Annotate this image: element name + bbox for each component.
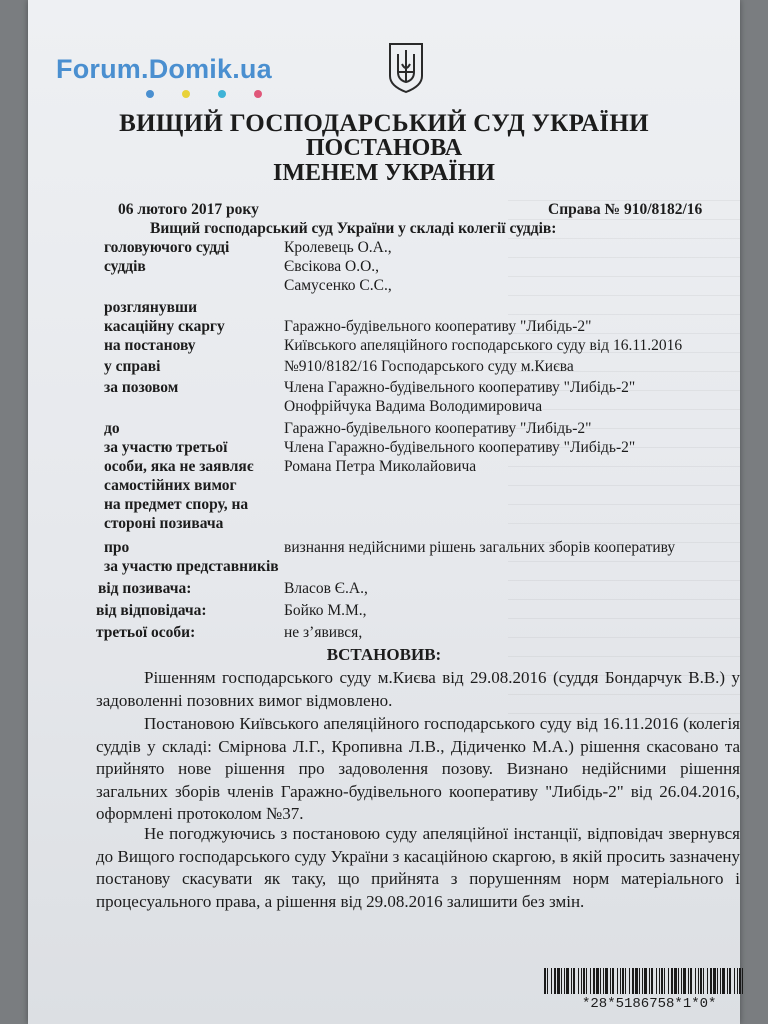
reverse-side-bleed-through — [508, 200, 740, 720]
field-label: розглянувши касаційну скаргу — [104, 299, 225, 335]
barcode-bar — [737, 968, 738, 994]
field-label: на постанову — [104, 337, 196, 354]
barcode-bar — [700, 968, 702, 994]
barcode-bar — [639, 968, 640, 994]
field-label: за позовом — [104, 379, 179, 396]
field-label: від відповідача: — [96, 602, 207, 619]
barcode-bar — [678, 968, 679, 994]
field-label: від позивача: — [98, 580, 192, 597]
barcode-bar — [557, 968, 560, 994]
watermark-dots — [146, 90, 262, 98]
field-value: Власов Є.А., — [284, 580, 368, 597]
field-value: Гаражно-будівельного кооперативу "Либідь-2" — [284, 318, 592, 335]
case-number: Справа № 910/8182/16 — [548, 201, 703, 218]
barcode-bar — [651, 968, 653, 994]
barcode-bar — [583, 968, 585, 994]
barcode-bar — [605, 968, 608, 994]
barcode-bar — [573, 968, 575, 994]
field-value: Члена Гаражно-будівельного кооперативу "Либідь-2" — [284, 439, 636, 456]
barcode-icon — [544, 968, 744, 994]
barcode-bar — [612, 968, 614, 994]
field-label: до — [104, 420, 120, 437]
watermark-logo: Forum.Domik.ua — [56, 54, 272, 84]
barcode-bar — [581, 968, 582, 994]
field-label: третьої особи: — [96, 624, 196, 641]
barcode-bar — [674, 968, 677, 994]
barcode-bar — [593, 968, 595, 994]
barcode-bar — [625, 968, 626, 994]
barcode-bar — [649, 968, 650, 994]
field-value: Київського апеляційного господарського суду від 16.11.2016 — [284, 337, 683, 354]
barcode-bar — [710, 968, 712, 994]
barcode-bar — [668, 968, 669, 994]
barcode-bar — [551, 968, 552, 994]
barcode-bar — [698, 968, 699, 994]
barcode-bar — [713, 968, 716, 994]
barcode-bar — [586, 968, 587, 994]
barcode-bar — [671, 968, 673, 994]
field-label: у справі — [104, 358, 161, 375]
court-name-heading: ВИЩИЙ ГОСПОДАРСЬКИЙ СУД УКРАЇНИ — [119, 110, 649, 137]
field-label: за участю представників — [104, 558, 279, 575]
barcode-bar — [703, 968, 704, 994]
in-the-name-heading: ІМЕНЕМ УКРАЇНИ — [273, 160, 495, 186]
barcode-bar — [727, 968, 728, 994]
barcode-bar — [734, 968, 735, 994]
barcode-bar — [596, 968, 599, 994]
established-heading: ВСТАНОВИВ: — [326, 645, 442, 664]
watermark-dot — [146, 90, 154, 98]
barcode-bar — [659, 968, 660, 994]
barcode-bar — [717, 968, 718, 994]
barcode-bar — [695, 968, 696, 994]
field-value: Члена Гаражно-будівельного кооперативу "Либідь-2" — [284, 379, 636, 396]
barcode-bar — [642, 968, 643, 994]
barcode-bar — [566, 968, 569, 994]
barcode-bar — [617, 968, 618, 994]
barcode-bar — [681, 968, 682, 994]
field-value: Кролевець О.А., — [284, 239, 392, 256]
field-value: Гаражно-будівельного кооперативу "Либідь-2" — [284, 420, 592, 437]
barcode-bar — [603, 968, 604, 994]
field-value: Романа Петра Миколайовича — [284, 458, 477, 475]
barcode-bar — [547, 968, 548, 994]
barcode-bar — [600, 968, 601, 994]
field-value: №910/8182/16 Господарського суду м.Києва — [284, 358, 574, 375]
barcode-bar — [622, 968, 624, 994]
barcode-bar — [656, 968, 657, 994]
barcode-bar — [722, 968, 725, 994]
barcode-bar — [707, 968, 708, 994]
watermark-dot — [218, 90, 226, 98]
barcode-bar — [629, 968, 630, 994]
field-value: Самусенко С.С., — [284, 277, 392, 294]
decision-date: 06 лютого 2017 року — [118, 201, 259, 218]
paragraph-cassation: Не погоджуючись з постановою суду апеляційної інстанції, відповідач звернувся до Вищого господарського суду України з касаційною скаргою, в якій просить зазначену постанову скасувати як таку, що прийнята з порушенням норм матеріального і процесуального права, а рішення від 29.08.2016 залишити без змін. — [96, 824, 740, 911]
barcode-bar — [590, 968, 591, 994]
field-label: головуючого судді — [104, 239, 230, 256]
barcode-bar — [661, 968, 663, 994]
barcode-bar — [564, 968, 565, 994]
barcode-bar — [729, 968, 731, 994]
document-type-heading: ПОСТАНОВА — [305, 135, 463, 161]
barcode-bar — [742, 968, 743, 994]
barcode-bar — [554, 968, 556, 994]
barcode-bar — [632, 968, 634, 994]
barcode-bar — [635, 968, 638, 994]
barcode-number: *28*5186758*1*0* — [582, 996, 717, 1012]
barcode-bar — [644, 968, 647, 994]
trident-coat-of-arms-icon — [387, 42, 425, 94]
paragraph-appeal: Постановою Київського апеляційного господарського суду від 16.11.2016 (колегія суддів у складі: Смірнова Л.Г., Кропивна Л.В., Дідиченко М.А.) рішення скасовано та прийнято нове рішення про задоволення позову. Визнано недійсними рішення загальних зборів членів Гаражно-будівельного кооперативу "Либідь-2" від 26.04.2016, оформлені протоколом №37. — [96, 714, 740, 823]
watermark-dot — [182, 90, 190, 98]
barcode-bar — [544, 968, 546, 994]
barcode-bar — [664, 968, 665, 994]
barcode-bar — [620, 968, 621, 994]
barcode-bar — [610, 968, 611, 994]
barcode-bar — [688, 968, 689, 994]
court-composition-line: Вищий господарський суд України у складі колегії суддів: — [150, 220, 557, 237]
barcode-bar — [561, 968, 562, 994]
paragraph-first-instance: Рішенням господарського суду м.Києва від 29.08.2016 (суддя Бондарчук В.В.) у задоволенні позовних вимог відмовлено. — [96, 668, 740, 710]
barcode-bar — [571, 968, 572, 994]
barcode-bar — [720, 968, 721, 994]
watermark-dot — [254, 90, 262, 98]
barcode-bar — [683, 968, 686, 994]
field-value: Євсікова О.О., — [284, 258, 380, 275]
field-label: суддів — [104, 258, 146, 275]
field-value: Бойко М.М., — [284, 602, 367, 619]
field-value: визнання недійсними рішень загальних зборів кооперативу — [284, 539, 676, 556]
field-label: за участю третьої особи, яка не заявляє самостійних вимог на предмет спору, на стороні позивача — [104, 439, 254, 532]
barcode-bar — [739, 968, 741, 994]
field-value: Онофрійчука Вадима Володимировича — [284, 398, 543, 415]
field-value: не з’явився, — [284, 624, 363, 641]
barcode-bar — [578, 968, 579, 994]
field-label: про — [104, 539, 130, 556]
barcode-bar — [690, 968, 692, 994]
